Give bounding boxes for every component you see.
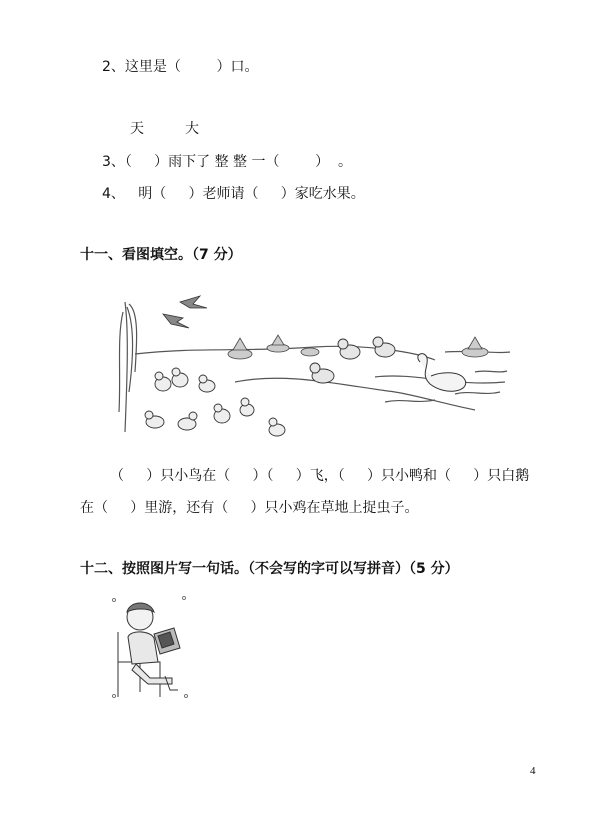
- section-11-title: 十一、看图填空。（7 分）: [80, 247, 242, 263]
- section-11-line-1: （ ）只小鸟在（ ）（ ）飞，（ ）只小鸭和（ ）只白鹅: [110, 468, 530, 484]
- char-da: 大: [185, 121, 199, 137]
- boy-reading-illustration: [110, 592, 190, 702]
- question-3: 3、（ ）雨下了 整 整 一（ ） 。: [102, 154, 353, 170]
- section-12-title: 十二、按照图片写一句话。（不会写的字可以写拼音）（5 分）: [80, 561, 459, 577]
- question-2: 2、这里是（ ）口。: [102, 59, 259, 75]
- question-4: 4、 明（ ）老师请（ ）家吃水果。: [102, 186, 365, 202]
- char-tian: 天: [130, 121, 144, 137]
- page-number: 4: [530, 765, 536, 777]
- section-11-line-2: 在（ ）里游，还有（ ）只小鸡在草地上捉虫子。: [80, 500, 419, 516]
- scene-illustration: [115, 292, 515, 442]
